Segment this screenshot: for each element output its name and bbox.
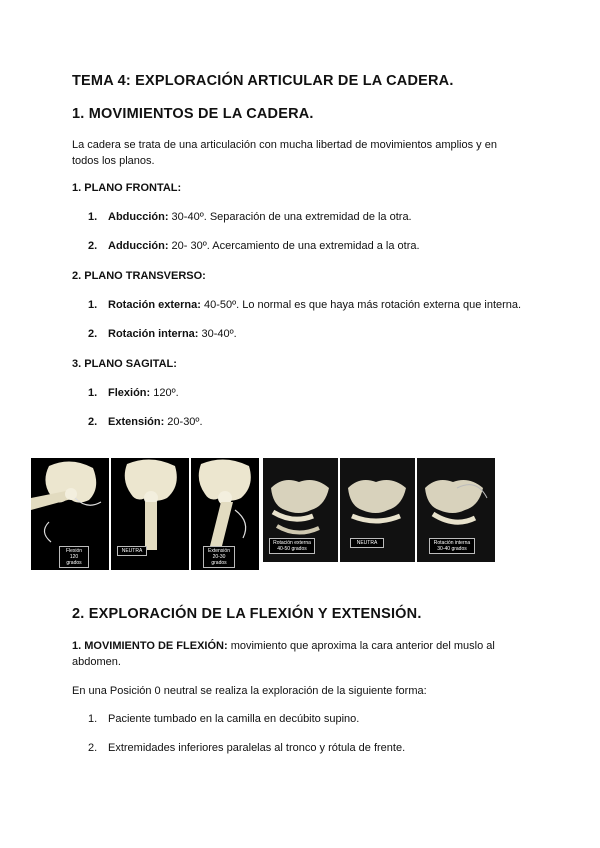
- figure-panel-flexion: [31, 458, 109, 570]
- list-number: 1.: [88, 387, 98, 399]
- plane-transverso-label: 2. PLANO TRANSVERSO:: [72, 270, 206, 282]
- list-item: [88, 387, 179, 399]
- flexion-definition: [72, 638, 517, 670]
- list-item: [88, 328, 237, 340]
- figure-caption: Rotación interna 30-40 grados: [429, 538, 475, 554]
- list-number: 1.: [88, 211, 98, 223]
- position-paragraph: En una Posición 0 neutral se realiza la exploración de la siguiente forma:: [72, 685, 427, 697]
- flexion-label: 1. MOVIMIENTO DE FLEXIÓN:: [72, 640, 228, 652]
- list-text: Paciente tumbado en la camilla en decúbito supino.: [108, 713, 360, 725]
- section-1-heading: 1. MOVIMIENTOS DE LA CADERA.: [72, 106, 314, 122]
- list-text: 120º.: [150, 387, 179, 399]
- list-item: [88, 211, 412, 223]
- figure-panel-internal-rotation: [417, 458, 495, 562]
- list-term: Rotación interna:: [108, 328, 199, 340]
- hip-movements-figure: [31, 456, 495, 574]
- list-term: Adducción:: [108, 240, 169, 252]
- list-term: Extensión:: [108, 416, 165, 428]
- list-item: [88, 299, 521, 311]
- figure-panel-extension: [191, 458, 259, 570]
- plane-sagital-label: 3. PLANO SAGITAL:: [72, 358, 177, 370]
- figure-panel-neutral-transverse: [340, 458, 415, 562]
- figure-panel-neutral: [111, 458, 189, 570]
- list-number: 1.: [88, 713, 98, 725]
- list-text: 20-30º.: [164, 416, 203, 428]
- figure-caption: Rotación externa 40-50 grados: [269, 538, 315, 554]
- section-2-heading: 2. EXPLORACIÓN DE LA FLEXIÓN Y EXTENSIÓN.: [72, 606, 422, 622]
- list-item: [88, 240, 420, 252]
- list-term: Abducción:: [108, 211, 169, 223]
- list-text: 20- 30º. Acercamiento de una extremidad a la otra.: [168, 240, 420, 252]
- list-item: [88, 742, 405, 754]
- list-term: Rotación externa:: [108, 299, 201, 311]
- document-title: TEMA 4: EXPLORACIÓN ARTICULAR DE LA CADERA.: [72, 73, 454, 89]
- figure-caption: Extensión 20-30 grados: [203, 546, 235, 568]
- list-item: [88, 713, 359, 725]
- list-number: 1.: [88, 299, 98, 311]
- list-number: 2.: [88, 742, 98, 754]
- figure-caption: NEUTRA: [350, 538, 384, 548]
- list-number: 2.: [88, 240, 98, 252]
- list-text: 30-40º.: [198, 328, 237, 340]
- plane-frontal-label: 1. PLANO FRONTAL:: [72, 182, 182, 194]
- list-number: 2.: [88, 328, 98, 340]
- list-text: 40-50º. Lo normal es que haya más rotación externa que interna.: [200, 299, 522, 311]
- figure-caption: Flexión 120 grados: [59, 546, 89, 568]
- figure-caption: NEUTRA: [117, 546, 147, 556]
- flexion-text: movimiento que aproxima la cara anterior del muslo al abdomen.: [72, 640, 495, 668]
- list-text: 30-40º. Separación de una extremidad de la otra.: [168, 211, 412, 223]
- intro-paragraph: La cadera se trata de una articulación con mucha libertad de movimientos amplios y en todos los planos.: [72, 139, 497, 167]
- list-number: 2.: [88, 416, 98, 428]
- list-term: Flexión:: [108, 387, 151, 399]
- figure-panel-external-rotation: [263, 458, 338, 562]
- list-text: Extremidades inferiores paralelas al tronco y rótula de frente.: [108, 742, 406, 754]
- list-item: [88, 416, 203, 428]
